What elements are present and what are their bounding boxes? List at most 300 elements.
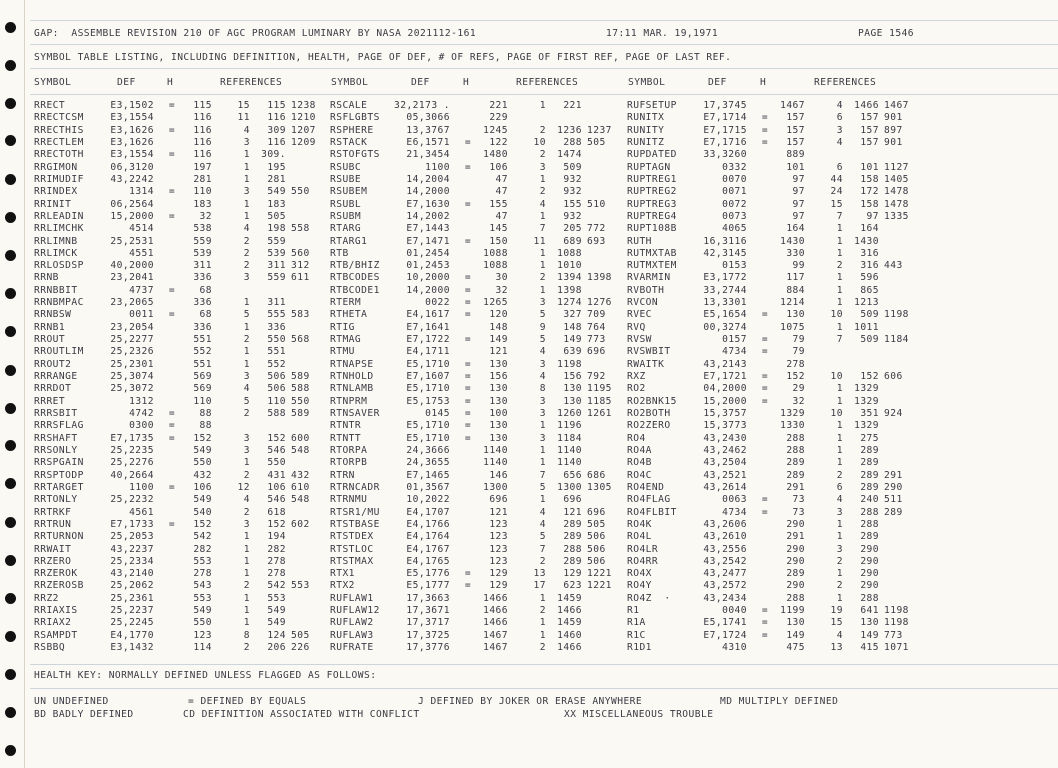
cell-ref-count: 6 <box>836 481 843 493</box>
cell-first-ref: 290 <box>860 543 879 555</box>
cell-first-ref: 696 <box>563 494 582 506</box>
cell-def: E5,1741 <box>703 617 747 629</box>
cell-def: E4,1617 <box>406 309 450 321</box>
cell-symbol: RTORPA <box>330 444 368 456</box>
cell-def-page: 475 <box>786 642 805 654</box>
cell-symbol: RRZEROK <box>34 568 78 580</box>
cell-symbol: RO4RR <box>627 555 659 567</box>
cell-ref-count: 11 <box>237 112 250 124</box>
cell-symbol: RRGIMON <box>34 161 78 173</box>
cell-first-ref: 1236 <box>557 124 582 136</box>
cell-symbol: RRWAIT <box>34 543 72 555</box>
cell-first-ref: 550 <box>267 457 286 469</box>
cell-def-page: 1467 <box>780 100 805 111</box>
cell-first-ref: 221 <box>563 100 582 111</box>
cell-first-ref: 155 <box>563 198 582 210</box>
cell-def: 15,3773 <box>703 420 747 432</box>
cell-def: E3,1502 <box>110 100 154 111</box>
cell-def: 4734 <box>722 346 747 358</box>
cell-ref-count: 1 <box>243 297 250 309</box>
cell-def-page: 884 <box>786 284 805 296</box>
cell-last-ref: 510 <box>587 198 606 210</box>
cell-def-page: 538 <box>193 223 212 235</box>
cell-first-ref: 559 <box>267 272 286 284</box>
cell-last-ref: 792 <box>587 371 606 383</box>
cell-def-page: 1329 <box>780 408 805 419</box>
table-row <box>0 125 1058 137</box>
cell-last-ref: 1071 <box>884 642 909 654</box>
cell-symbol: RRSPTODP <box>34 469 84 481</box>
header-time: 17:11 MAR. 19,1971 <box>606 28 719 39</box>
cell-first-ref: 116 <box>267 112 286 124</box>
cell-def-page: 79 <box>792 334 805 346</box>
cell-symbol: RROUTLIM <box>34 346 84 358</box>
cell-first-ref: 555 <box>267 309 286 321</box>
cell-first-ref: 110 <box>267 395 286 407</box>
cell-first-ref: 656 <box>563 469 582 481</box>
cell-def-page: 114 <box>193 642 212 654</box>
cell-health: = <box>761 383 769 395</box>
cell-symbol: RTARG1 <box>330 235 368 247</box>
cell-first-ref: 288 <box>563 543 582 555</box>
cell-def: 32,2173 . <box>394 100 451 111</box>
cell-def-page: 1467 <box>483 642 508 654</box>
cell-ref-count: 11 <box>533 235 546 247</box>
cell-first-ref: 1474 <box>557 149 582 161</box>
col-references-3: REFERENCES <box>814 77 877 88</box>
cell-def-page: 278 <box>193 568 212 580</box>
col-symbol-3: SYMBOL <box>628 77 666 88</box>
cell-last-ref: 1467 <box>884 100 909 111</box>
cell-symbol: RSUBEM <box>330 186 368 198</box>
cell-symbol: RTNTR <box>330 420 362 432</box>
cell-last-ref: 1221 <box>587 568 612 580</box>
cell-last-ref: 693 <box>587 235 606 247</box>
cell-first-ref: 542 <box>267 580 286 592</box>
cell-symbol: RRIMUDIF <box>34 173 84 185</box>
cell-last-ref: 588 <box>291 383 310 395</box>
cell-symbol: RTSTBASE <box>330 518 380 530</box>
cell-def: 25,2237 <box>110 605 154 617</box>
cell-def: E4,1766 <box>406 518 450 530</box>
table-row <box>0 507 1058 519</box>
cell-ref-count: 13 <box>830 642 843 654</box>
cell-def: 25,2334 <box>110 555 154 567</box>
cell-symbol: RTMAG <box>330 334 362 346</box>
cell-symbol: RTSTDEX <box>330 531 374 543</box>
cell-symbol: RUFLAW1 <box>330 592 374 604</box>
cell-ref-count: 2 <box>836 469 843 481</box>
cell-def: E7,1630 <box>406 198 450 210</box>
cell-first-ref: 1398 <box>557 284 582 296</box>
cell-first-ref: 1329 <box>854 395 879 407</box>
table-row <box>0 630 1058 642</box>
cell-ref-count: 1 <box>243 605 250 617</box>
cell-first-ref: 1274 <box>557 297 582 309</box>
cell-ref-count: 4 <box>836 100 843 111</box>
cell-def-page: 47 <box>495 173 508 185</box>
cell-def-page: 157 <box>786 124 805 136</box>
cell-def: 43,2237 <box>110 543 154 555</box>
table-row <box>0 100 1058 112</box>
cell-first-ref: 282 <box>267 543 286 555</box>
cell-def-page: 1466 <box>483 592 508 604</box>
cell-def: 0332 <box>722 161 747 173</box>
cell-ref-count: 1 <box>836 297 843 309</box>
cell-ref-count: 2 <box>243 247 250 259</box>
cell-def: 01,3567 <box>406 481 450 493</box>
cell-def-page: 551 <box>193 358 212 370</box>
cell-def: 24,3655 <box>406 457 450 469</box>
cell-ref-count: 1 <box>836 568 843 580</box>
cell-ref-count: 1 <box>539 247 546 259</box>
cell-def: 25,3074 <box>110 371 154 383</box>
cell-def-page: 291 <box>786 481 805 493</box>
cell-last-ref: 226 <box>291 642 310 654</box>
cell-ref-count: 4 <box>539 198 546 210</box>
cell-def: 1312 <box>129 395 154 407</box>
cell-symbol: RUFLAW12 <box>330 605 380 617</box>
cell-symbol: RTNPRM <box>330 395 368 407</box>
cell-first-ref: 152 <box>860 371 879 383</box>
cell-ref-count: 1 <box>243 592 250 604</box>
cell-ref-count: 8 <box>539 383 546 395</box>
cell-def: 15,2000 <box>110 210 154 222</box>
cell-health: = <box>761 371 769 383</box>
cell-last-ref: 1478 <box>884 198 909 210</box>
cell-health: = <box>464 272 472 284</box>
cell-def: 4514 <box>129 223 154 235</box>
cell-ref-count: 2 <box>243 642 250 654</box>
cell-symbol: RUTH <box>627 235 652 247</box>
table-row <box>0 149 1058 161</box>
cell-def: 33,2744 <box>703 284 747 296</box>
cell-symbol: RRRDOT <box>34 383 72 395</box>
cell-first-ref: 1460 <box>557 629 582 641</box>
cell-def-page: 97 <box>792 198 805 210</box>
cell-health: = <box>761 506 769 518</box>
cell-symbol: RRINIT <box>34 198 72 210</box>
cell-def: 4742 <box>129 408 154 419</box>
cell-health: = <box>464 136 472 148</box>
cell-def: E7,1471 <box>406 235 450 247</box>
cell-symbol: RUTMXTEM <box>627 260 677 272</box>
cell-def: 04,2000 <box>703 383 747 395</box>
cell-def: 01,2454 <box>406 247 450 259</box>
cell-ref-count: 5 <box>539 309 546 321</box>
cell-def-page: 116 <box>193 124 212 136</box>
cell-ref-count: 5 <box>243 309 250 321</box>
table-row <box>0 482 1058 494</box>
cell-first-ref: 290 <box>860 580 879 592</box>
cell-first-ref: 290 <box>860 568 879 580</box>
cell-first-ref: 509 <box>860 334 879 346</box>
cell-def: 25,2245 <box>110 617 154 629</box>
cell-symbol: RVQ <box>627 321 646 333</box>
cell-def-page: 550 <box>193 617 212 629</box>
cell-last-ref: 600 <box>291 432 310 444</box>
cell-def-page: 130 <box>489 358 508 370</box>
cell-def: 25,2361 <box>110 592 154 604</box>
cell-health: = <box>168 100 176 111</box>
punch-hole <box>5 60 16 71</box>
cell-first-ref: 559 <box>267 235 286 247</box>
cell-def-page: 553 <box>193 555 212 567</box>
cell-last-ref: 1335 <box>884 210 909 222</box>
cell-symbol: RRECT <box>34 100 66 111</box>
cell-last-ref: 511 <box>884 494 903 506</box>
cell-symbol: RTX1 <box>330 568 355 580</box>
cell-symbol: RO4Y <box>627 580 652 592</box>
cell-ref-count: 2 <box>539 124 546 136</box>
cell-ref-count: 4 <box>243 383 250 395</box>
cell-symbol: RUPTREG2 <box>627 186 677 198</box>
cell-symbol: RRRSBIT <box>34 408 78 419</box>
cell-last-ref: 1184 <box>884 334 909 346</box>
cell-def-page: 47 <box>495 210 508 222</box>
cell-def-page: 99 <box>792 260 805 272</box>
cell-def: 14,2000 <box>406 284 450 296</box>
cell-first-ref: 549 <box>267 617 286 629</box>
cell-first-ref: 509 <box>860 309 879 321</box>
cell-first-ref: 506 <box>267 383 286 395</box>
cell-def-page: 68 <box>199 309 212 321</box>
cell-def: 17,3671 <box>406 605 450 617</box>
cell-def: 43,2434 <box>703 592 747 604</box>
health-key-title: HEALTH KEY: NORMALLY DEFINED UNLESS FLAGGED AS FOLLOWS: <box>34 670 377 681</box>
cell-last-ref: 1209 <box>291 136 316 148</box>
cell-health: = <box>761 629 769 641</box>
cell-first-ref: 290 <box>860 555 879 567</box>
cell-def-page: 149 <box>489 334 508 346</box>
cell-ref-count: 4 <box>243 124 250 136</box>
cell-ref-count: 1 <box>836 420 843 432</box>
cell-def: E7,1724 <box>703 629 747 641</box>
cell-def: 0153 <box>722 260 747 272</box>
cell-def: 0300 <box>129 420 154 432</box>
cell-symbol: RO4FLAG <box>627 494 671 506</box>
cell-ref-count: 1 <box>836 321 843 333</box>
cell-def-page: 123 <box>489 543 508 555</box>
cell-def-page: 106 <box>489 161 508 173</box>
cell-symbol: RRECTOTH <box>34 149 84 161</box>
cell-health: = <box>761 617 769 629</box>
cell-def: E7,1714 <box>703 112 747 124</box>
cell-symbol: RTSR1/MU <box>330 506 380 518</box>
cell-symbol: RRLIMCK <box>34 247 78 259</box>
cell-last-ref: 553 <box>291 580 310 592</box>
cell-def: E7,1721 <box>703 371 747 383</box>
cell-def-page: 32 <box>495 284 508 296</box>
cell-def: 0157 <box>722 334 747 346</box>
cell-symbol: RUPT108B <box>627 223 677 235</box>
cell-symbol: RO4 <box>627 432 646 444</box>
cell-last-ref: 773 <box>884 629 903 641</box>
cell-first-ref: 641 <box>860 605 879 617</box>
cell-def-page: 97 <box>792 173 805 185</box>
cell-def: 4065 <box>722 223 747 235</box>
cell-def-page: 289 <box>786 568 805 580</box>
cell-def-page: 289 <box>786 469 805 481</box>
cell-first-ref: 1329 <box>854 420 879 432</box>
cell-symbol: RRSONLY <box>34 444 78 456</box>
cell-symbol: R1 <box>627 605 640 617</box>
table-row <box>0 285 1058 297</box>
cell-last-ref: 1195 <box>587 383 612 395</box>
cell-ref-count: 1 <box>243 531 250 543</box>
cell-def-page: 288 <box>786 444 805 456</box>
cell-ref-count: 3 <box>539 432 546 444</box>
cell-ref-count: 1 <box>539 284 546 296</box>
cell-first-ref: 1198 <box>557 358 582 370</box>
cell-def-page: 1140 <box>483 457 508 469</box>
cell-health: = <box>761 494 769 506</box>
cell-ref-count: 3 <box>243 136 250 148</box>
cell-ref-count: 1 <box>836 272 843 284</box>
cell-ref-count: 7 <box>836 210 843 222</box>
ruled-line <box>30 20 1058 21</box>
cell-def-page: 97 <box>792 186 805 198</box>
cell-first-ref: 289 <box>860 481 879 493</box>
cell-def: 0072 <box>722 198 747 210</box>
cell-def-page: 100 <box>489 408 508 419</box>
table-row <box>0 396 1058 408</box>
cell-ref-count: 1 <box>243 173 250 185</box>
cell-ref-count: 17 <box>533 580 546 592</box>
cell-symbol: RTERM <box>330 297 362 309</box>
cell-ref-count: 3 <box>243 444 250 456</box>
cell-ref-count: 7 <box>539 543 546 555</box>
cell-def: 24,3666 <box>406 444 450 456</box>
cell-def-page: 32 <box>199 210 212 222</box>
cell-def: 4737 <box>129 284 154 296</box>
cell-def-page: 550 <box>193 457 212 469</box>
cell-last-ref: 1198 <box>884 617 909 629</box>
cell-ref-count: 44 <box>830 173 843 185</box>
cell-last-ref: 1127 <box>884 161 909 173</box>
cell-def-page: 145 <box>489 223 508 235</box>
cell-last-ref: 764 <box>587 321 606 333</box>
cell-health: = <box>464 408 472 419</box>
health-key-un: UN UNDEFINED <box>34 696 109 707</box>
cell-first-ref: 316 <box>860 260 879 272</box>
cell-last-ref: 312 <box>291 260 310 272</box>
cell-first-ref: 106 <box>267 481 286 493</box>
cell-first-ref: 156 <box>563 371 582 383</box>
cell-ref-count: 3 <box>243 432 250 444</box>
cell-def: 40,2000 <box>110 260 154 272</box>
cell-def-page: 88 <box>199 408 212 419</box>
table-row <box>0 162 1058 174</box>
cell-ref-count: 2 <box>539 149 546 161</box>
cell-ref-count: 24 <box>830 186 843 198</box>
table-row <box>0 322 1058 334</box>
cell-first-ref: 130 <box>563 383 582 395</box>
cell-def: 14,2004 <box>406 173 450 185</box>
cell-ref-count: 1 <box>836 284 843 296</box>
table-row <box>0 174 1058 186</box>
cell-symbol: RRLEADIN <box>34 210 84 222</box>
cell-ref-count: 1 <box>539 457 546 469</box>
cell-ref-count: 2 <box>243 580 250 592</box>
cell-first-ref: 115 <box>267 100 286 111</box>
cell-def: 06,2564 <box>110 198 154 210</box>
cell-first-ref: 588 <box>267 408 286 419</box>
cell-first-ref: 1459 <box>557 592 582 604</box>
cell-first-ref: 198 <box>267 223 286 235</box>
cell-ref-count: 13 <box>533 568 546 580</box>
table-row <box>0 519 1058 531</box>
cell-symbol: RRIAX2 <box>34 617 72 629</box>
cell-last-ref: 901 <box>884 112 903 124</box>
cell-ref-count: 5 <box>539 481 546 493</box>
table-row <box>0 494 1058 506</box>
cell-symbol: RO4A <box>627 444 652 456</box>
cell-first-ref: 549 <box>267 605 286 617</box>
cell-def-page: 146 <box>489 469 508 481</box>
cell-def: 0022 <box>425 297 450 309</box>
cell-symbol: RO2ZERO <box>627 420 671 432</box>
cell-symbol: RRRANGE <box>34 371 78 383</box>
cell-symbol: RSPHERE <box>330 124 374 136</box>
cell-ref-count: 5 <box>243 395 250 407</box>
cell-def: E4,1764 <box>406 531 450 543</box>
cell-symbol: RSTACK <box>330 136 368 148</box>
cell-first-ref: 311 <box>267 297 286 309</box>
cell-ref-count: 3 <box>539 358 546 370</box>
table-row <box>0 236 1058 248</box>
cell-def-page: 1330 <box>780 420 805 432</box>
cell-symbol: RTB/BHIZ <box>330 260 380 272</box>
cell-def: E5,1710 <box>406 432 450 444</box>
cell-ref-count: 19 <box>830 605 843 617</box>
cell-first-ref: 124 <box>267 629 286 641</box>
cell-def: 25,2053 <box>110 531 154 543</box>
cell-ref-count: 2 <box>539 186 546 198</box>
cell-def-page: 123 <box>489 518 508 530</box>
cell-def-page: 281 <box>193 173 212 185</box>
cell-def-page: 164 <box>786 223 805 235</box>
cell-def: E5,1777 <box>406 580 450 592</box>
cell-symbol: RUPTREG4 <box>627 210 677 222</box>
cell-def: 15,3757 <box>703 408 747 419</box>
cell-last-ref: 1261 <box>587 408 612 419</box>
cell-last-ref: 1237 <box>587 124 612 136</box>
cell-ref-count: 1 <box>539 420 546 432</box>
cell-def: E3,1772 <box>703 272 747 284</box>
cell-last-ref: 583 <box>291 309 310 321</box>
cell-def-page: 278 <box>786 358 805 370</box>
cell-def-page: 32 <box>792 395 805 407</box>
cell-def-page: 116 <box>193 112 212 124</box>
cell-symbol: RRNBSW <box>34 309 72 321</box>
cell-def-page: 101 <box>786 161 805 173</box>
col-references-2: REFERENCES <box>516 77 579 88</box>
cell-ref-count: 1 <box>836 432 843 444</box>
cell-ref-count: 1 <box>836 383 843 395</box>
cell-def: 1100 <box>425 161 450 173</box>
cell-def: E3,1554 <box>110 149 154 161</box>
table-row <box>0 334 1058 346</box>
cell-ref-count: 1 <box>539 592 546 604</box>
cell-symbol: RRLOSDSP <box>34 260 84 272</box>
cell-ref-count: 7 <box>539 469 546 481</box>
cell-def-page: 1480 <box>483 149 508 161</box>
table-row <box>0 544 1058 556</box>
cell-first-ref: 97 <box>866 210 879 222</box>
cell-health: = <box>168 432 176 444</box>
cell-last-ref: 289 <box>884 506 903 518</box>
